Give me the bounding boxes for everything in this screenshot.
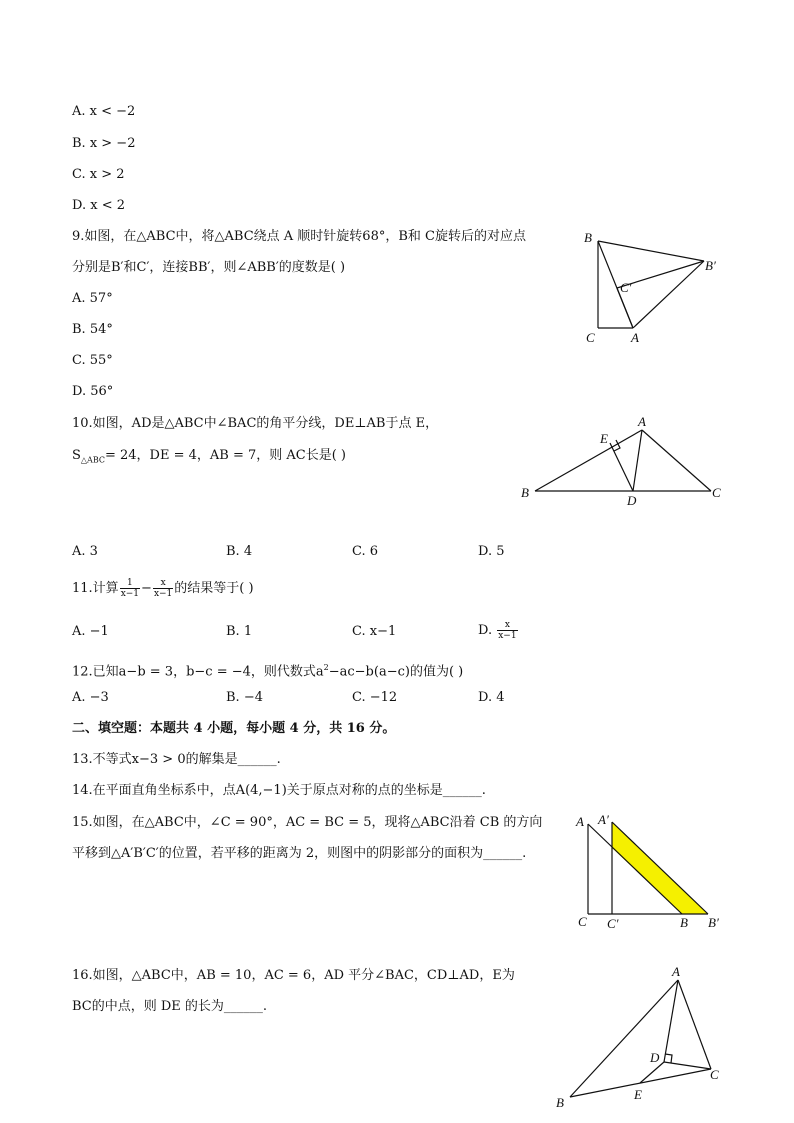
q12-sup: 2 [323,663,329,672]
q16-figure [552,962,727,1112]
q11-optd-num: x [497,620,517,631]
q10-label-d: D [627,493,637,508]
q11-line [72,578,254,600]
q15-line1: 15.如图，在△ABC中，∠C = 90°，AC = BC = 5，现将△ABC沿着 CB 的方向 [72,815,543,830]
q11-optd-label: D. [478,623,493,638]
q12-option-c: C. −12 [352,690,398,705]
q16-label-c: C [710,1067,719,1082]
q15-label-bprime: B′ [708,915,719,930]
q11-optd-fraction [497,620,517,641]
q10-area-s: S [72,448,81,463]
q10-option-c: C. 6 [352,544,379,559]
q10-label-a: A [638,414,646,429]
q15-label-cprime: C′ [607,916,619,931]
q11-option-c: C. x−1 [352,624,397,639]
q9-option-b: B. 54° [72,322,113,337]
q10-figure [515,412,730,512]
q11-option-d [478,620,519,642]
q11-fraction-1 [120,578,140,599]
q10-option-a: A. 3 [72,544,98,559]
q11-frac1-den: x−1 [120,589,140,599]
q9-label-c: C [586,330,595,345]
q12-option-d: D. 4 [478,690,505,705]
q8-option-b: B. x > −2 [72,136,136,151]
q8-option-d: D. x < 2 [72,198,125,213]
q10-area-sub: △ABC [80,455,105,465]
q14-line: 14.在平面直角坐标系中，点A(4,−1)关于原点对称的点的坐标是______. [72,783,486,798]
q16-label-e: E [634,1087,642,1102]
q10-label-c: C [712,485,721,500]
q11-fraction-2 [153,578,173,599]
q9-figure [580,228,730,348]
q11-optd-den: x−1 [498,631,517,641]
q16-line2: BC的中点，则 DE 的长为______. [72,999,268,1014]
q10-label-e: E [600,431,608,446]
q16-label-a: A [672,964,680,979]
q15-label-b: B [680,915,688,930]
q15-label-aprime: A′ [598,812,609,827]
q10-line2-text: = 24，DE = 4，AB = 7，则 AC长是( ) [104,448,347,463]
section2-heading: 二、填空题：本题共 4 小题，每小题 4 分，共 16 分。 [72,721,396,736]
q11-suffix: 的结果等于( ) [174,581,254,596]
q15-label-c: C [578,914,587,929]
q12-option-b: B. −4 [226,690,263,705]
q13-line: 13.不等式x−3 > 0的解集是______. [72,752,281,767]
q12-suffix: −ac−b(a−c)的值为( ) [328,664,464,680]
q10-option-d: D. 5 [478,544,505,559]
q10-line1: 10.如图，AD是△ABC中∠BAC的角平分线，DE⊥AB于点 E， [72,416,439,431]
q11-option-a: A. −1 [72,624,109,639]
q9-label-a: A [631,330,639,345]
q11-prefix: 11.计算 [72,581,119,596]
q9-label-bprime: B′ [705,258,716,273]
q16-label-b: B [556,1095,564,1110]
q9-label-cprime: C′ [620,280,632,295]
q11-option-b: B. 1 [226,624,253,639]
q10-line2 [72,448,346,469]
q11-frac2-den: x−1 [153,589,173,599]
q12-prefix: 12.已知a−b = 3，b−c = −4，则代数式a [72,664,324,680]
q9-option-d: D. 56° [72,384,114,399]
q16-label-d: D [650,1050,660,1065]
q15-figure [572,810,732,935]
q11-frac1-num: 1 [120,578,140,589]
q10-label-b: B [521,485,529,500]
q9-line2: 分别是B′和C′，连接BB′，则∠ABB′的度数是( ) [72,260,346,275]
q9-line1: 9.如图，在△ABC中，将△ABC绕点 A 顺时针旋转68°，B和 C旋转后的对应点 [72,229,526,244]
q12-option-a: A. −3 [72,690,109,705]
q8-option-a: A. x < −2 [72,104,136,119]
q8-option-c: C. x > 2 [72,167,125,182]
q11-minus: − [141,581,152,596]
q15-label-a: A [576,814,584,829]
q16-line1: 16.如图，△ABC中，AB = 10，AC = 6，AD 平分∠BAC，CD⊥AD，E为 [72,968,515,983]
q9-option-c: C. 55° [72,353,113,368]
q9-option-a: A. 57° [72,291,113,306]
q11-frac2-num: x [153,578,173,589]
q9-label-b: B [584,230,592,245]
q10-option-b: B. 4 [226,544,253,559]
q15-line2: 平移到△A′B′C′的位置，若平移的距离为 2，则图中的阴影部分的面积为______. [72,846,527,861]
q12-line [72,660,463,680]
